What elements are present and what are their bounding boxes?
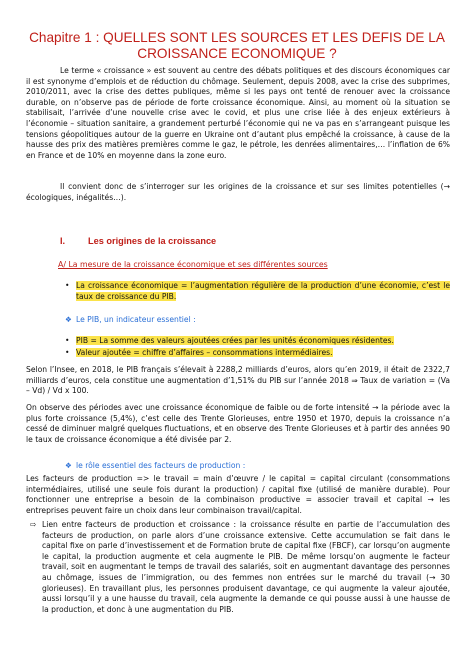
lien-paragraph: ⇨ Lien entre facteurs de production et croissance : la croissance résulte en partie de l’accumulation des facteurs de production, on parle alors d’une croissance extensive. Cette accumulation se fait dans le capital fixe on parle d’investissement et de Formation brute de capital fixe (FBCF), car lorsqu’on augmente le capital, la production augmente et cela augmente le PIB. De même lorsqu’on augmente le facteur travail, soit en augmentant le temps de travail des salariés, soit en augmentant davantage des personnes au chômage, issues de l’immigration, ou des femmes non entrées sur le marché du travail (→ 30 glorieuses). En travaillant plus, les personnes produisent davantage, ce qui augmente la valeur ajoutée, aussi lorsqu’il y a une hausse du travail, cela augmente la demande ce qui pousse aussi à une hausse de la production, et donc à une augmentation du PIB.	[30, 520, 450, 614]
chapter-title: Chapitre 1 : QUELLES SONT LES SOURCES ET LES DEFIS DE LA CROISSANCE ECONOMIQUE ?	[29, 30, 445, 61]
bullet-icon: •	[65, 348, 70, 357]
bullet-icon: •	[65, 281, 70, 290]
facteurs-paragraph: Les facteurs de production => le travail = main d’œuvre / le capital = capital circulant (consommations intermédiaires, utilisé une seule fois durant la production) / capital fixe (utilisé de manière durable). Pour fonctionner une entreprise a besoin de la combinaison productive = associer travail et capital → les entreprises peuvent faire un choix dans leur combinaison travail/capital.	[26, 474, 450, 515]
arrow-bullet-icon: ⇨	[30, 520, 37, 529]
intro-paragraph-2: Il convient donc de s’interroger sur les origines de la croissance et sur ses limites potentielles (→ écologiques, inégalités…).	[26, 182, 450, 202]
facteurs-subheading: ❖ le rôle essentiel des facteurs de production :	[65, 461, 246, 470]
subsection-a-heading: A/ La mesure de la croissance économique et ses différentes sources	[58, 260, 328, 269]
periods-paragraph: On observe des périodes avec une croissance économique de faible ou de forte intensité → la période avec la plus forte croissance (5,4%), c’est celle des Trente Glorieuses, entre 1950 et 1970, depuis la croissance n’a cessé de diminuer malgré quelques fluctuations, et en observe des Trente Glorieuses et à partir des années 90 le taux de croissance économique a été divisée par 2.	[26, 403, 450, 444]
pib-subheading: ❖ Le PIB, un indicateur essentiel :	[65, 315, 196, 324]
section-numeral: I.	[60, 236, 66, 246]
intro-text: Le terme « croissance » est souvent au centre des débats politiques et des discours économiques car il est synonyme d’emplois et de réduction du chômage. Seulement, depuis 2008, avec la crise des subprimes, 2010/2011, avec la crise des dettes publiques, même si les pays ont tenté de renouer avec la croissance durable, on n’observe pas de période de forte croissance économique. Ainsi, au moment où la situation se stabilisait, l’arrivée d’une nouvelle crise avec le covid, et plus une crise liée à des enjeux extérieurs à l’économie – situation sanitaire, a grandement perturbé l’économie qui ne va pas en s’arrangeant puisque les tensions géopolitiques autour de la guerre en Ukraine ont d’autant plus empêché la croissance, à cause de la hausse des prix des matières premières comme le gaz, le pétrole, les denrées alimentaires,… l’inflation de 6% en France et de 10% en moyenne dans la zone euro.	[26, 66, 450, 160]
diamond-bullet-icon: ❖	[65, 315, 72, 324]
pib-bullet-1: • PIB = La somme des valeurs ajoutées crées par les unités économiques résidentes.	[65, 336, 394, 345]
bullet-icon: •	[65, 336, 70, 345]
diamond-bullet-icon: ❖	[65, 461, 72, 470]
insee-paragraph: Selon l’Insee, en 2018, le PIB français s’élevait à 2288,2 milliards d’euros, alors qu’en 2019, il était de 2322,7 milliards d’euros, cela constitue une augmentation d’1,51% du PIB sur l’année 2018 ⇒ Taux de variation = (Va – Vd) / Vd x 100.	[26, 365, 450, 396]
definition-bullet: • La croissance économique = l’augmentation régulière de la production d’une économie, c’est le taux de croissance du PIB.	[65, 281, 450, 301]
section-heading: Les origines de la croissance	[88, 236, 217, 246]
pib-bullet-2: • Valeur ajoutée = chiffre d’affaires – consommations intermédiaires.	[65, 348, 333, 357]
intro-paragraph	[26, 66, 450, 161]
